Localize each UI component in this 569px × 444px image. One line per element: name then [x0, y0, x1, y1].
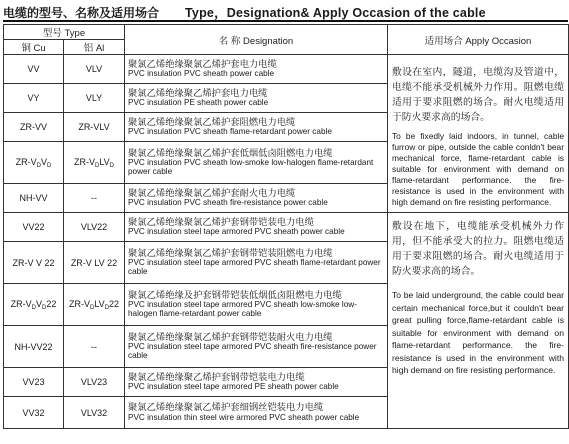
designation-cn: 聚氯乙烯绝缘聚乙烯护套钢带铠装电力电缆 — [128, 371, 305, 382]
cu-model: NH-VV — [4, 184, 64, 213]
designation-cn: 聚氯乙烯绝缘及护套钢带铠装低烟低卤阻燃电力电缆 — [128, 289, 342, 300]
designation-en: PVC insulation PVC sheath fire-resistance power cable — [128, 198, 328, 208]
al-model: VLV23 — [64, 368, 125, 397]
occasion-header: 适用场合 Apply Occasion — [388, 25, 569, 55]
table-row — [4, 55, 569, 84]
designation-header: 名 称 Designation — [125, 25, 388, 55]
al-model: VLV32 — [64, 397, 125, 429]
cu-model: NH-VV22 — [4, 326, 64, 368]
table-title — [3, 3, 486, 21]
cu-model: VV32 — [4, 397, 64, 429]
al-model: -- — [64, 184, 125, 213]
designation-cn: 聚氯乙烯绝缘聚氯乙烯护套钢带铠装阻燃电力电缆 — [128, 247, 333, 258]
designation-en: PVC insulation PVC sheath flame-retardant power cable — [128, 127, 332, 137]
designation-cn: 聚氯乙烯绝缘聚氯乙烯护套阻燃电力电缆 — [128, 116, 296, 127]
cu-model: VY — [4, 84, 64, 113]
cu-model: ZR-V V 22 — [4, 242, 64, 284]
designation-cn: 聚氯乙烯绝缘聚氯乙烯护套低烟低卤阻燃电力电缆 — [128, 147, 333, 158]
al-model: VLV22 — [64, 213, 125, 242]
occasion-group-2 — [388, 213, 569, 429]
cu-model: VV22 — [4, 213, 64, 242]
designation-cn: 聚氯乙烯绝缘聚乙烯护套电力电缆 — [128, 87, 268, 98]
occasion-group-1 — [388, 55, 569, 213]
designation-cn: 聚氯乙烯绝缘聚氯乙烯护套细钢丝铠装电力电缆 — [128, 402, 324, 413]
cu-header: 铜 Cu — [4, 40, 64, 55]
designation-cell — [125, 397, 388, 429]
al-model: $ZR-V_DLV_D22$ — [64, 284, 125, 326]
designation-cell — [125, 84, 388, 113]
al-header: 铝 Al — [64, 40, 125, 55]
cable-table — [3, 24, 569, 429]
designation-en: PVC insulation steel tape armored PVC sheath fire-resistance power cable — [128, 342, 377, 361]
designation-cell — [125, 284, 388, 326]
al-model: -- — [64, 326, 125, 368]
designation-cell — [125, 213, 388, 242]
occasion-1-en: To be fixedly laid indoors, in tunnel, cable furrow or pipe, outside the cable conldn't bear mechanical force, flame-retardant cable is suitable for environment with demand on flame-retardant performance. the fire-resistance is used in the environment with high demand on fire resisting performance. — [392, 131, 564, 207]
al-model: ZR-VLV — [64, 113, 125, 142]
cu-model: $ZR-V_DV_D22$ — [4, 284, 64, 326]
designation-cn: 聚氯乙烯绝缘聚氯乙烯护套钢带铠装耐火电力电缆 — [128, 331, 333, 342]
designation-en: PVC insulation steel tape armored PVC sheath flame-retardant power cable — [128, 258, 381, 277]
designation-cn: 聚氯乙烯绝缘聚氯乙烯护套耐火电力电缆 — [128, 187, 296, 198]
designation-cell — [125, 242, 388, 284]
title-rule — [3, 20, 568, 22]
designation-en: PVC insulation PVC sheath power cable — [128, 69, 275, 79]
al-model: $ZR-V_DLV_D$ — [64, 142, 125, 184]
header-row-1 — [4, 25, 569, 40]
occasion-2-cn: 敷设在地下，电缆能承受机械外力作用，但不能承受大的拉力。阻燃电缆适用于要求阻燃的场合。耐火电缆适用于防火要求高的场合。 — [392, 221, 564, 277]
designation-cell — [125, 142, 388, 184]
occasion-2-en: To be laid underground, the cable could bear certain mechanical force,but it couldn't bear great pulling force,flame-retardant cable is suitable for environment with demand on flame-retardant performance. the fire-resistance is used in the environment with high demand on fire resisting performance. — [392, 290, 564, 375]
designation-en: PVC insulation thin steel wire armored PVC sheath power cable — [128, 412, 360, 422]
designation-en: PVC insulation steel tape armored PVC sheath power cable — [128, 227, 345, 237]
designation-cn: 聚氯乙烯绝缘聚氯乙烯护套钢带铠装电力电缆 — [128, 216, 314, 227]
designation-en: PVC insulation PVC sheath low-smoke low-halogen flame-retardant power cable — [128, 158, 374, 177]
title-en: Type，Designation& Apply Occasion of the cable — [185, 6, 486, 20]
designation-cell — [125, 326, 388, 368]
designation-en: PVC insulation steel tape armored PVC sheath low-smoke low-halogen flame-retardant power cable — [128, 300, 357, 319]
title-cn: 电缆的型号、名称及适用场合 — [3, 6, 160, 20]
designation-cn: 聚氯乙烯绝缘聚氯乙烯护套电力电缆 — [128, 58, 277, 69]
designation-cell — [125, 113, 388, 142]
al-model: ZR-V LV 22 — [64, 242, 125, 284]
designation-cell — [125, 184, 388, 213]
designation-cell — [125, 368, 388, 397]
cu-model: ZR-VV — [4, 113, 64, 142]
table-row — [4, 213, 569, 242]
al-model: VLV — [64, 55, 125, 84]
cu-model: VV23 — [4, 368, 64, 397]
cu-model: $ZR-V_DV_D$ — [4, 142, 64, 184]
designation-en: PVC insulation steel tape armored PE sheath power cable — [128, 382, 339, 392]
designation-cell — [125, 55, 388, 84]
occasion-1-cn: 敷设在室内，隧道，电缆沟及管道中，电缆不能承受机械外力作用。阻燃电缆适用于要求阻燃的场合。耐火电缆适用于防火要求高的场合。 — [392, 67, 564, 123]
type-header: 型号 Type — [4, 25, 125, 40]
designation-en: PVC insulation PE sheath power cable — [128, 98, 269, 108]
al-model: VLY — [64, 84, 125, 113]
cu-model: VV — [4, 55, 64, 84]
